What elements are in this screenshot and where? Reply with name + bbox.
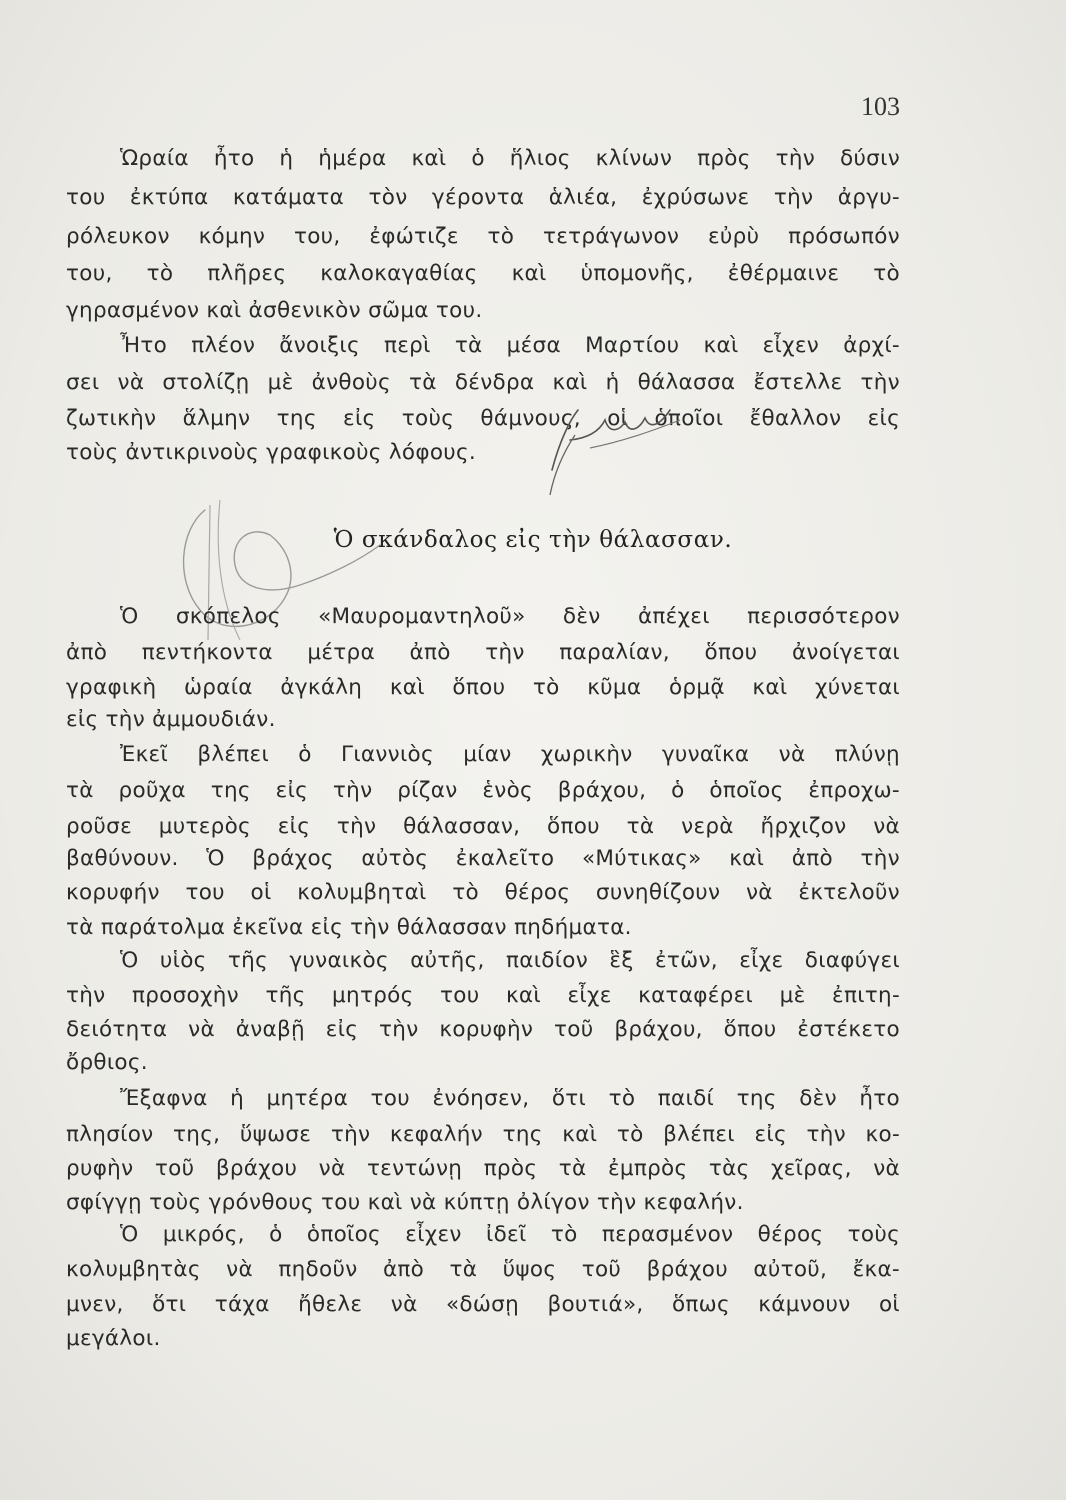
page-number: 103 (861, 92, 900, 121)
text-line: Ὁ μικρός, ὁ ὁποῖος εἶχεν ἰδεῖ τὸ περασμένον θέρος τοὺς (120, 1222, 900, 1247)
text-line: ὄρθιος. (66, 1050, 148, 1075)
text-line: μεγάλοι. (66, 1326, 161, 1351)
text-line: δειότητα νὰ ἀναβῇ εἰς τὴν κορυφὴν τοῦ βράχου, ὅπου ἐστέκετο (66, 1017, 900, 1042)
text-line: γραφικὴ ὡραία ἀγκάλη καὶ ὅπου τὸ κῦμα ὁρμᾷ καὶ χύνεται (66, 675, 900, 700)
pencil-scribble-icon (150, 490, 390, 660)
text-line: σει νὰ στολίζῃ μὲ ἀνθοὺς τὰ δένδρα καὶ ἡ θάλασσα ἔστελλε τὴν (66, 370, 900, 395)
section-heading: Ὁ σκάνδαλος εἰς τὴν θάλασσαν. (333, 527, 733, 553)
text-line: Ἔξαφνα ἡ μητέρα του ἐνόησεν, ὅτι τὸ παιδί της δὲν ἦτο (120, 1086, 900, 1111)
text-line: σφίγγῃ τοὺς γρόνθους του καὶ νὰ κύπτῃ ὀλίγον τὴν κεφαλήν. (66, 1190, 744, 1215)
text-line: του ἐκτύπα κατάματα τὸν γέροντα ἁλιέα, ἐχρύσωνε τὴν ἀργυ- (66, 185, 900, 210)
text-line: γηρασμένον καὶ ἀσθενικὸν σῶμα του. (66, 298, 483, 323)
text-line: τὰ παράτολμα ἐκεῖνα εἰς τὴν θάλασσαν πηδήματα. (66, 915, 632, 940)
text-line: Ὡραία ἦτο ἡ ἡμέρα καὶ ὁ ἥλιος κλίνων πρὸς τὴν δύσιν (120, 146, 900, 171)
text-line: κολυμβητὰς νὰ πηδοῦν ἀπὸ τὰ ὕψος τοῦ βράχου αὐτοῦ, ἔκα- (66, 1257, 900, 1282)
text-line: μνεν, ὅτι τάχα ἤθελε νὰ «δώσῃ βουτιά», ὅπως κάμνουν οἱ (66, 1292, 900, 1317)
text-line: ροῦσε μυτερὸς εἰς τὴν θάλασσαν, ὅπου τὰ νερὰ ἤρχιζον νὰ (66, 814, 900, 839)
text-line: βαθύνουν. Ὁ βράχος αὐτὸς ἐκαλεῖτο «Μύτικας» καὶ ἀπὸ τὴν (66, 846, 900, 871)
text-line: κορυφήν του οἱ κολυμβηταὶ τὸ θέρος συνηθίζουν νὰ ἐκτελοῦν (66, 880, 900, 905)
text-line: τὴν προσοχὴν τῆς μητρός του καὶ εἶχε καταφέρει μὲ ἐπιτη- (66, 983, 900, 1008)
text-line: Ὁ σκόπελος «Μαυρομαντηλοῦ» δὲν ἀπέχει περισσότερον (120, 604, 900, 629)
text-line: εἰς τὴν ἀμμουδιάν. (66, 707, 276, 732)
text-line: πλησίον της, ὕψωσε τὴν κεφαλήν της καὶ τὸ βλέπει εἰς τὴν κο- (66, 1122, 900, 1147)
text-line: ζωτικὴν ἅλμην της εἰς τοὺς θάμνους, οἱ ὁποῖοι ἔθαλλον εἰς (66, 406, 900, 431)
text-line: Ἐκεῖ βλέπει ὁ Γιαννιὸς μίαν χωρικὴν γυναῖκα νὰ πλύνῃ (120, 742, 900, 767)
text-line: ρυφὴν τοῦ βράχου νὰ τεντώνῃ πρὸς τὰ ἐμπρὸς τὰς χεῖρας, νὰ (66, 1156, 900, 1181)
text-line: ρόλευκον κόμην του, ἐφώτιζε τὸ τετράγωνον εὐρὺ πρόσωπόν (66, 224, 900, 249)
text-line: τοὺς ἀντικρινοὺς γραφικοὺς λόφους. (66, 440, 477, 465)
text-line: του, τὸ πλῆρες καλοκαγαθίας καὶ ὑπομονῆς, ἐθέρμαινε τὸ (66, 261, 900, 286)
text-line: ἀπὸ πεντήκοντα μέτρα ἀπὸ τὴν παραλίαν, ὅπου ἀνοίγεται (66, 640, 900, 665)
text-line: τὰ ροῦχα της εἰς τὴν ρίζαν ἑνὸς βράχου, ὁ ὁποῖος ἐπροχω- (66, 778, 900, 803)
text-line: Ὁ υἱὸς τῆς γυναικὸς αὐτῆς, παιδίον ἓξ ἐτῶν, εἶχε διαφύγει (120, 948, 900, 973)
text-line: Ἦτο πλέον ἄνοιξις περὶ τὰ μέσα Μαρτίου καὶ εἶχεν ἀρχί- (120, 333, 900, 358)
